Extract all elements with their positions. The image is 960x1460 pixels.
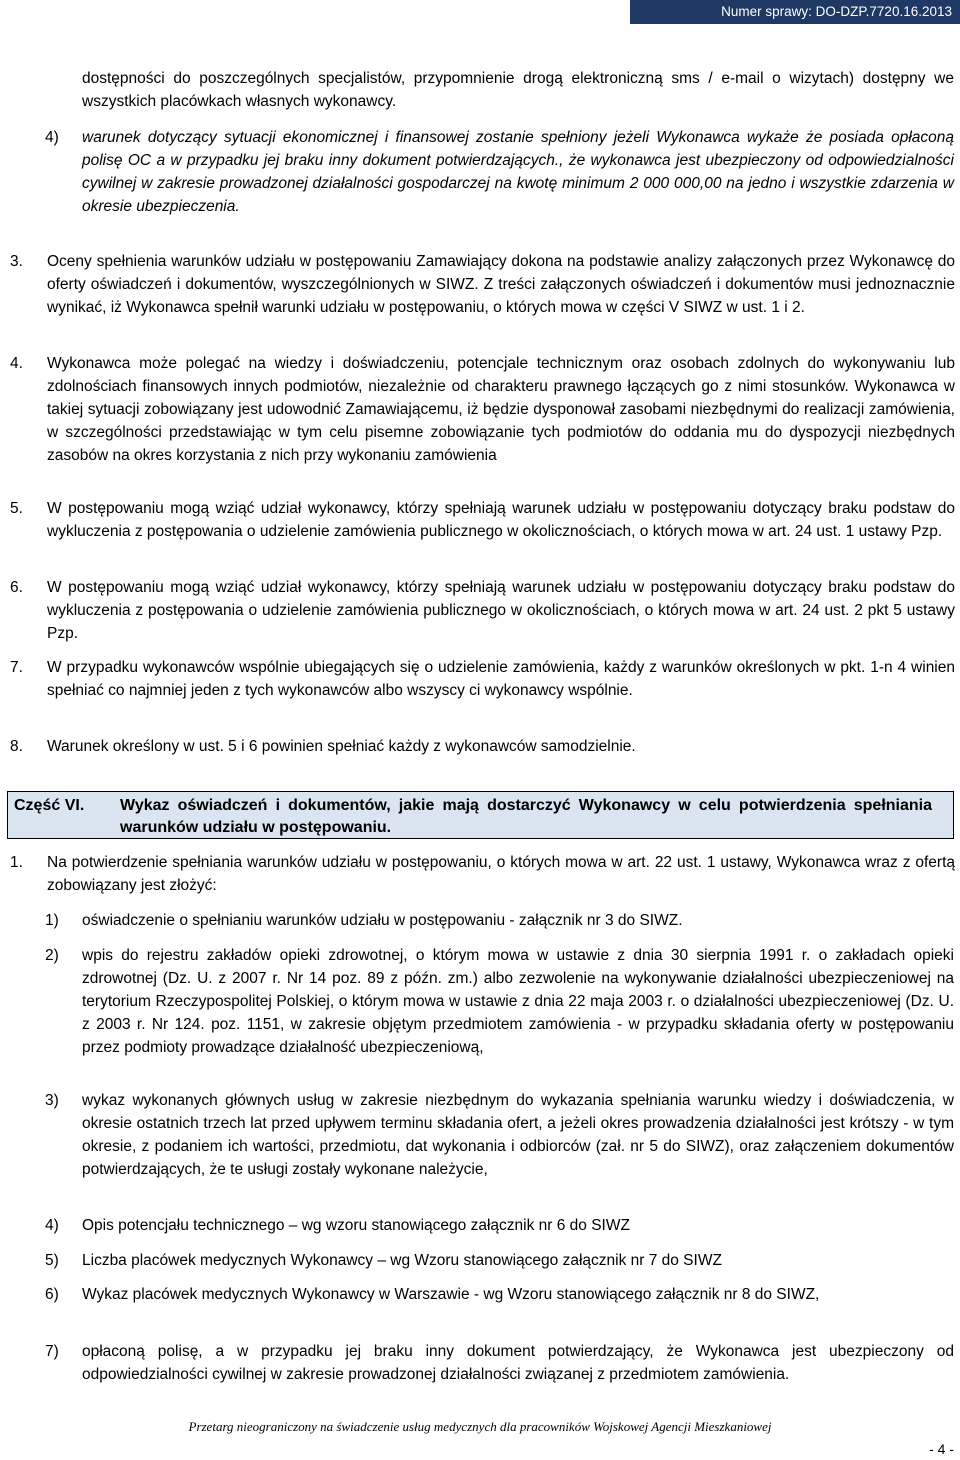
list-number: 6. (10, 579, 23, 596)
list-item-text: oświadczenie o spełnianiu warunków udziału w postępowaniu - załącznik nr 3 do SIWZ. (82, 912, 683, 929)
list-item-text: Oceny spełnienia warunków udziału w postępowaniu Zamawiający dokona na podstawie analizy załączonych przez Wykonawcę do oferty oświadczeń i dokumentów, wyszczególnionych w SIWZ. Z treści załączonych oświadczeń i dokumentów musi jednoznacznie wynikać, iż Wykonawca spełnił warunki udziału w postępowaniu, o których mowa w części V SIWZ w ust. 1 i 2. (47, 253, 955, 316)
list-number: 2) (45, 947, 59, 964)
list-item-text: wpis do rejestru zakładów opieki zdrowotnej, o którym mowa w ustawie z dnia 30 sierpnia 1991 r. o zakładach opieki zdrowotnej (Dz. U. z 2007 r. Nr 14 poz. 89 z późn. zm.) albo zezwolenie na wykonywanie działalności ubezpieczeniowej na terytorium Rzeczypospolitej Polskiej, o którym mowa w ustawie z dnia 22 maja 2003 r. o działalności ubezpieczeniowej (Dz. U. z 2003 r. Nr 124. poz. 1151, w zakresie objętym przedmiotem zamówienia - w przypadku składania oferty w postępowaniu przez podmioty prowadzące działalność ubezpieczeniową, (82, 947, 954, 1056)
page-number: - 4 - (929, 1441, 954, 1457)
list-item-text: Warunek określony w ust. 5 i 6 powinien spełniać każdy z wykonawców samodzielnie. (47, 738, 636, 755)
list-item-text: Liczba placówek medycznych Wykonawcy – wg Wzoru stanowiącego załącznik nr 7 do SIWZ (82, 1252, 722, 1269)
section-number: Część VI. (14, 797, 85, 814)
list-number: 4) (45, 1217, 59, 1234)
case-number-header: Numer sprawy: DO-DZP.7720.16.2013 (630, 0, 960, 24)
section-title: Wykaz oświadczeń i dokumentów, jakie mają dostarczyć Wykonawcy w celu potwierdzenia spełniania warunków udziału w postępowaniu. (120, 797, 932, 836)
list-item-text: W przypadku wykonawców wspólnie ubiegających się o udzielenie zamówienia, każdy z warunków określonych w pkt. 1-n 4 winien spełniać co najmniej jeden z tych wykonawców albo wszyscy ci wykonawcy wspólnie. (47, 659, 955, 699)
list-number: 3. (10, 253, 23, 270)
list-number: 7) (45, 1343, 59, 1360)
list-item-text: Wykonawca może polegać na wiedzy i doświadczeniu, potencjale technicznym oraz osobach zdolnych do wykonywaniu lub zdolnościach finansowych innych podmiotów, niezależnie od charakteru prawnego łączących go z nimi stosunków. Wykonawca w takiej sytuacji zobowiązany jest udowodnić Zamawiającemu, iż będzie dysponował zasobami niezbędnymi do realizacji zamówienia, w szczególności przedstawiając w tym celu pisemne zobowiązanie tych podmiotów do oddania mu do dyspozycji niezbędnych zasobów na okres korzystania z nich przy wykonaniu zamówienia (47, 355, 955, 464)
list-number: 5. (10, 500, 23, 517)
list-item-text: opłaconą polisę, a w przypadku jej braku inny dokument potwierdzający, że Wykonawca jest ubezpieczony od odpowiedzialności cywilnej w zakresie prowadzonej działalności związanej z przedmiotem zamówienia. (82, 1343, 954, 1383)
list-item-text: Wykaz placówek medycznych Wykonawcy w Warszawie - wg Wzoru stanowiącego załącznik nr 8 do SIWZ, (82, 1286, 820, 1303)
list-item-text: Na potwierdzenie spełniania warunków udziału w postępowaniu, o których mowa w art. 22 ust. 1 ustawy, Wykonawca wraz z ofertą zobowiązany jest złożyć: (47, 854, 955, 894)
list-item-text: Opis potencjału technicznego – wg wzoru stanowiącego załącznik nr 6 do SIWZ (82, 1217, 630, 1234)
list-number: 3) (45, 1092, 59, 1109)
list-number: 4) (45, 129, 59, 146)
list-number: 1) (45, 912, 59, 929)
list-number: 5) (45, 1252, 59, 1269)
list-item-text: W postępowaniu mogą wziąć udział wykonawcy, którzy spełniają warunek udziału w postępowaniu dotyczący braku podstaw do wykluczenia z postępowania o udzielenie zamówienia publicznego w okolicznościach, o których mowa w art. 24 ust. 2 pkt 5 ustawy Pzp. (47, 579, 955, 642)
section-heading (7, 791, 954, 839)
list-number: 7. (10, 659, 23, 676)
list-number: 1. (10, 854, 23, 871)
page-footer: Przetarg nieograniczony na świadczenie usług medycznych dla pracowników Wojskowej Agencji Mieszkaniowej (188, 1419, 772, 1434)
list-number: 4. (10, 355, 23, 372)
list-number: 6) (45, 1286, 59, 1303)
list-item-text: warunek dotyczący sytuacji ekonomicznej i finansowej zostanie spełniony jeżeli Wykonawca wykaże że posiada opłaconą polisę OC a w przypadku jej braku inny dokument potwierdzających., że wykonawca jest ubezpieczony od odpowiedzialności cywilnej w zakresie prowadzonej działalności gospodarczej na kwotę minimum 2 000 000,00 na jedno i wszystkie zdarzenia w okresie ubezpieczenia. (82, 129, 954, 215)
continuation-paragraph: dostępności do poszczególnych specjalistów, przypomnienie drogą elektroniczną sms / e-mail o wizytach) dostępny we wszystkich placówkach własnych wykonawcy. (82, 70, 954, 110)
list-item-text: wykaz wykonanych głównych usług w zakresie niezbędnym do wykazania spełniania warunku wiedzy i doświadczenia, w okresie ostatnich trzech lat przed upływem terminu składania ofert, a jeżeli okres prowadzenia działalności jest krótszy - w tym okresie, z podaniem ich wartości, przedmiotu, dat wykonania i odbiorców (zał. nr 5 do SIWZ), oraz załączeniem dokumentów potwierdzających, że te usługi zostały wykonane należycie, (82, 1092, 954, 1178)
list-item-text: W postępowaniu mogą wziąć udział wykonawcy, którzy spełniają warunek udziału w postępowaniu dotyczący braku podstaw do wykluczenia z postępowania o udzielenie zamówienia publicznego w okolicznościach, o których mowa w art. 24 ust. 1 ustawy Pzp. (47, 500, 955, 540)
list-number: 8. (10, 738, 23, 755)
